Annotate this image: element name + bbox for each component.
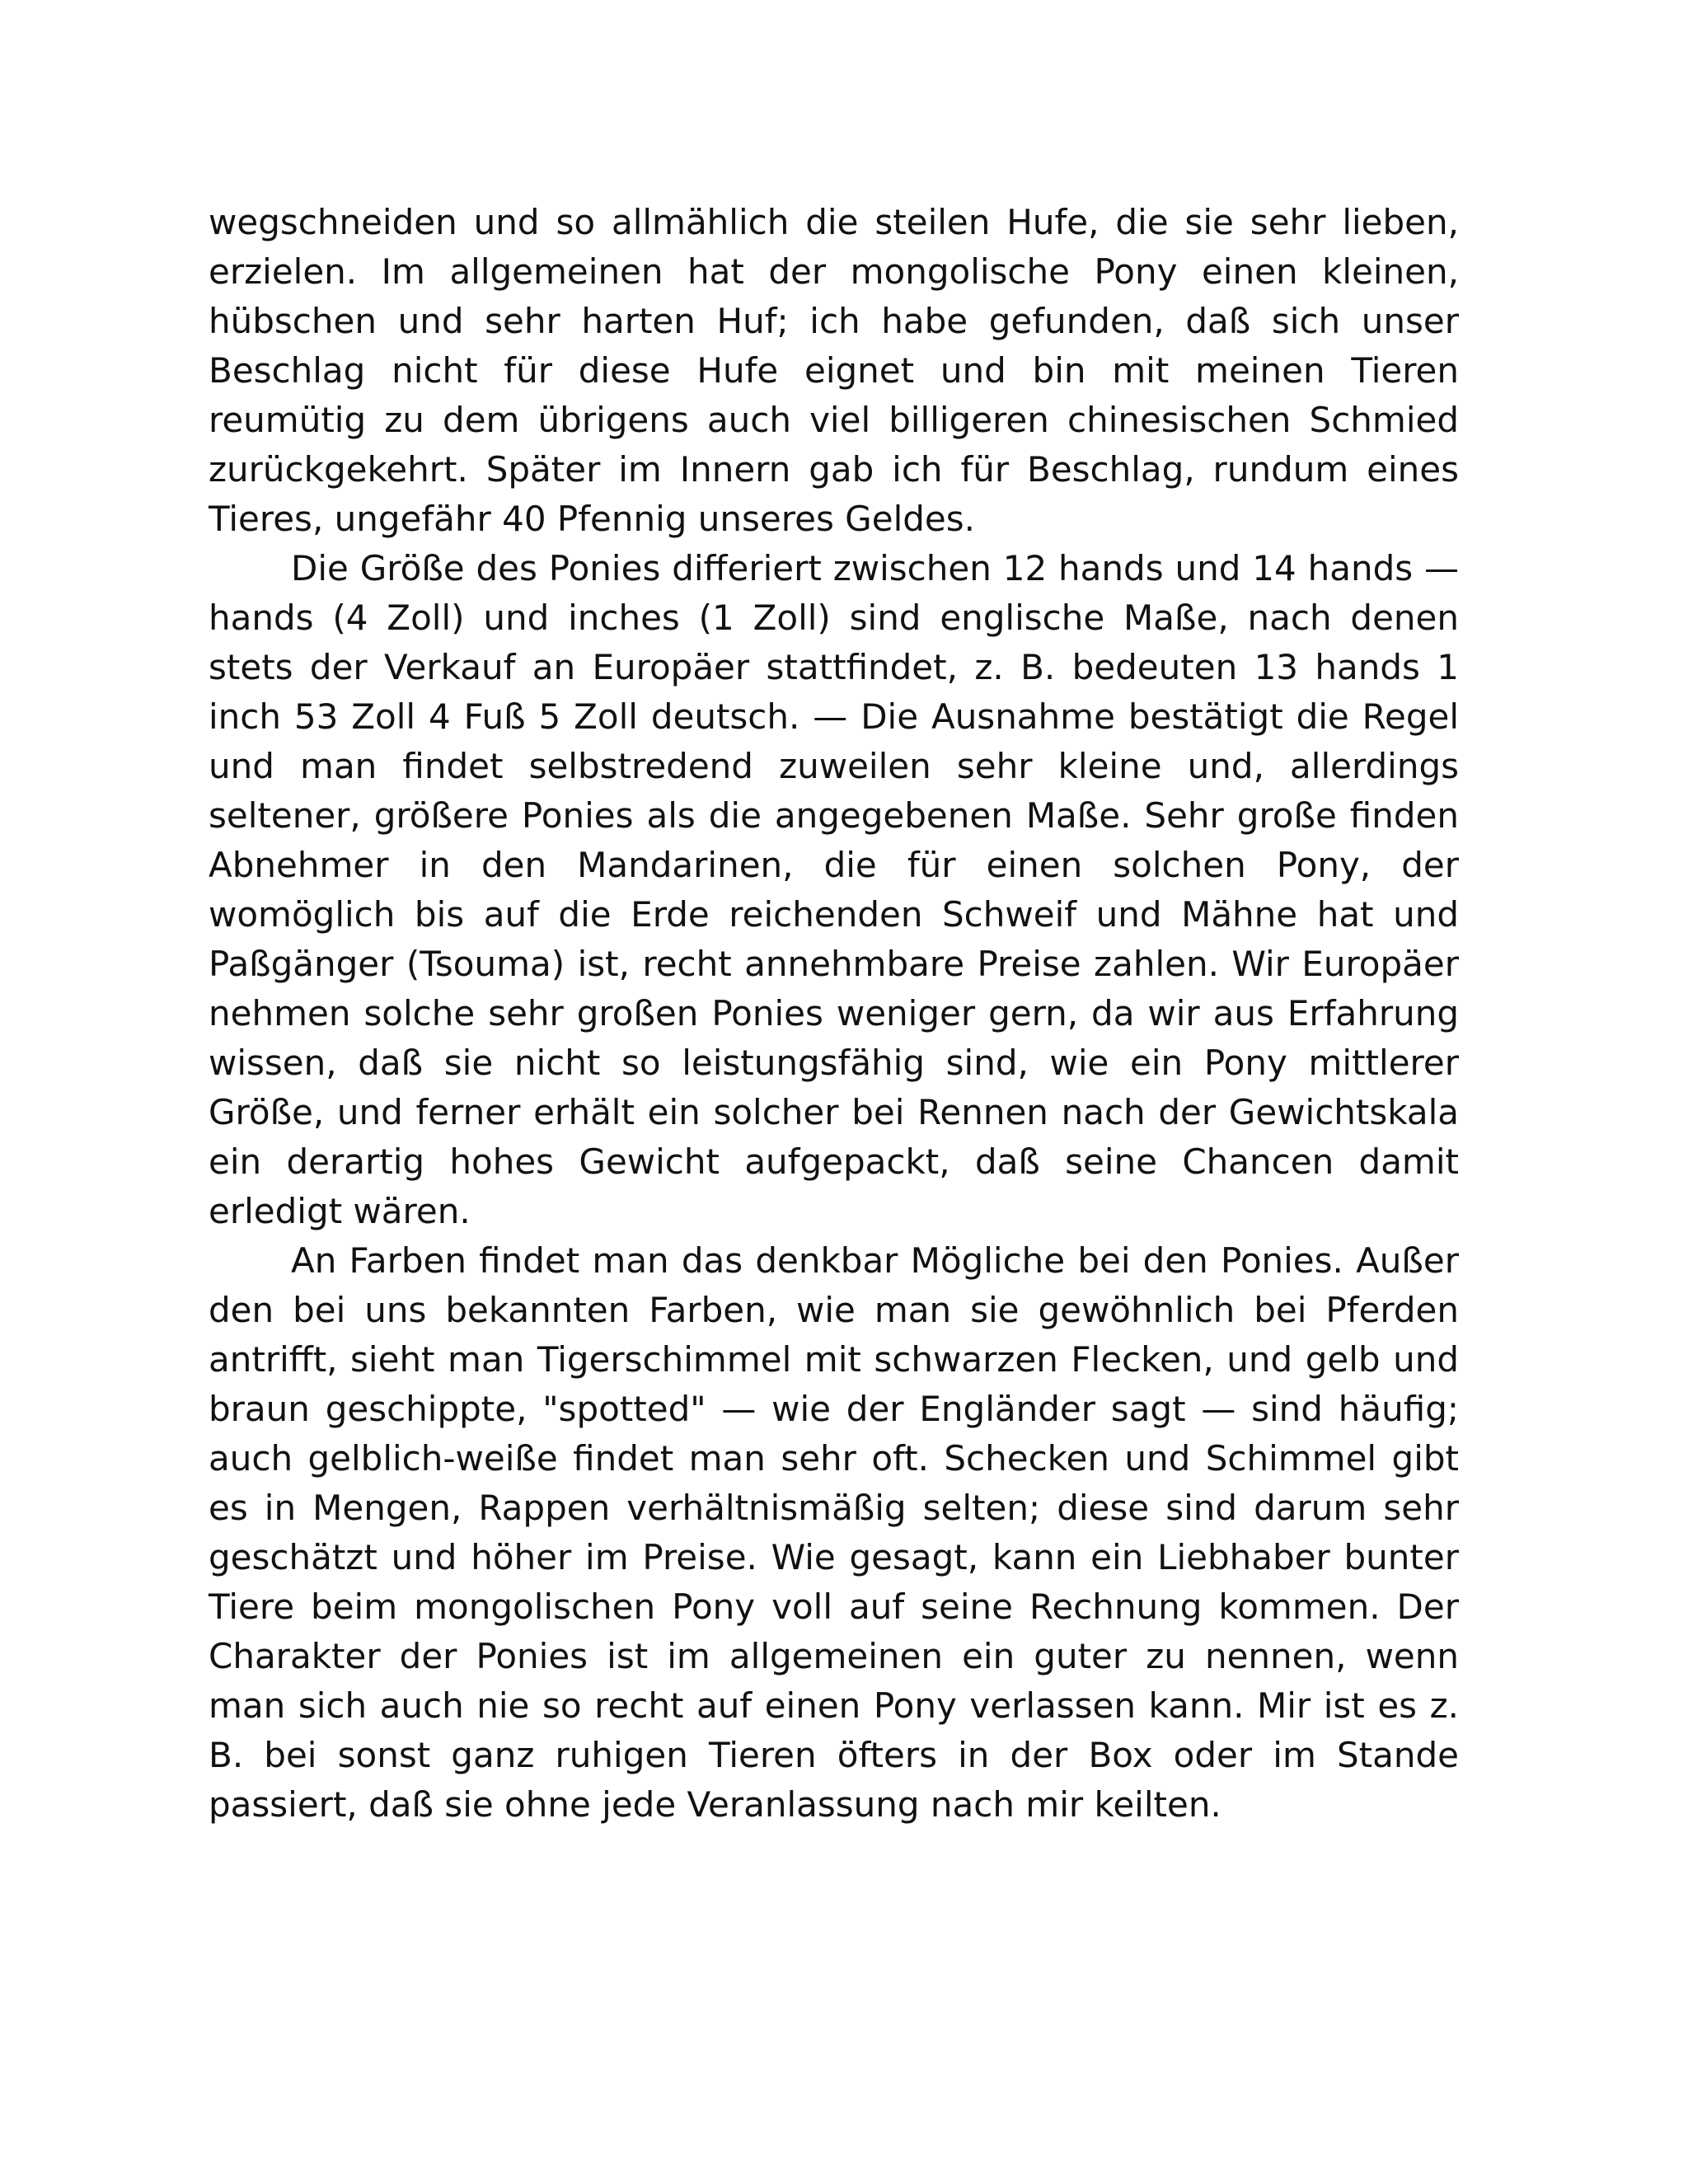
- paragraph-pony-colors: An Farben findet man das denkbar Mögliche bei den Ponies. Außer den bei uns bekannten Farben, wie man sie gewöhnlich bei Pferden antrifft, sieht man Tigerschimmel mit schwarzen Flecken, und gelb und braun geschippte, "spotted" — wie der Engländer sagt — sind häufig; auch gelblich-weiße findet man sehr oft. Schecken und Schimmel gibt es in Mengen, Rappen verhältnismäßig selten; diese sind darum sehr geschätzt und höher im Preise. Wie gesagt, kann ein Liebhaber bunter Tiere beim mongolischen Pony voll auf seine Rechnung kommen. Der Charakter der Ponies ist im allgemeinen ein guter zu nennen, wenn man sich auch nie so recht auf einen Pony verlassen kann. Mir ist es z. B. bei sonst ganz ruhigen Tieren öfters in der Box oder im Stande passiert, daß sie ohne jede Veranlassung nach mir keilten.: [209, 1240, 1459, 1825]
- paragraph-pony-size: Die Größe des Ponies differiert zwischen 12 hands und 14 hands — hands (4 Zoll) und inches (1 Zoll) sind englische Maße, nach denen stets der Verkauf an Europäer stattfindet, z. B. bedeuten 13 hands 1 inch 53 Zoll 4 Fuß 5 Zoll deutsch. — Die Ausnahme bestätigt die Regel und man findet selbstredend zuweilen sehr kleine und, allerdings seltener, größere Ponies als die angegebenen Maße. Sehr große finden Abnehmer in den Mandarinen, die für einen solchen Pony, der womöglich bis auf die Erde reichenden Schweif und Mähne hat und Paßgänger (Tsouma) ist, recht annehmbare Preise zahlen. Wir Europäer nehmen solche sehr großen Ponies weniger gern, da wir aus Erfahrung wissen, daß sie nicht so leistungsfähig sind, wie ein Pony mittlerer Größe, und ferner erhält ein solcher bei Rennen nach der Gewichtskala ein derartig hohes Gewicht aufgepackt, daß seine Chancen damit erledigt wären.: [209, 548, 1459, 1231]
- paragraph-hoof-care: wegschneiden und so allmählich die steilen Hufe, die sie sehr lieben, erzielen. Im allgemeinen hat der mongolische Pony einen kleinen, hübschen und sehr harten Huf; ich habe gefunden, daß sich unser Beschlag nicht für diese Hufe eignet und bin mit meinen Tieren reumütig zu dem übrigens auch viel billigeren chinesischen Schmied zurückgekehrt. Später im Innern gab ich für Beschlag, rundum eines Tieres, ungefähr 40 Pfennig unseres Geldes.: [209, 202, 1459, 539]
- document-page: [209, 198, 1459, 1830]
